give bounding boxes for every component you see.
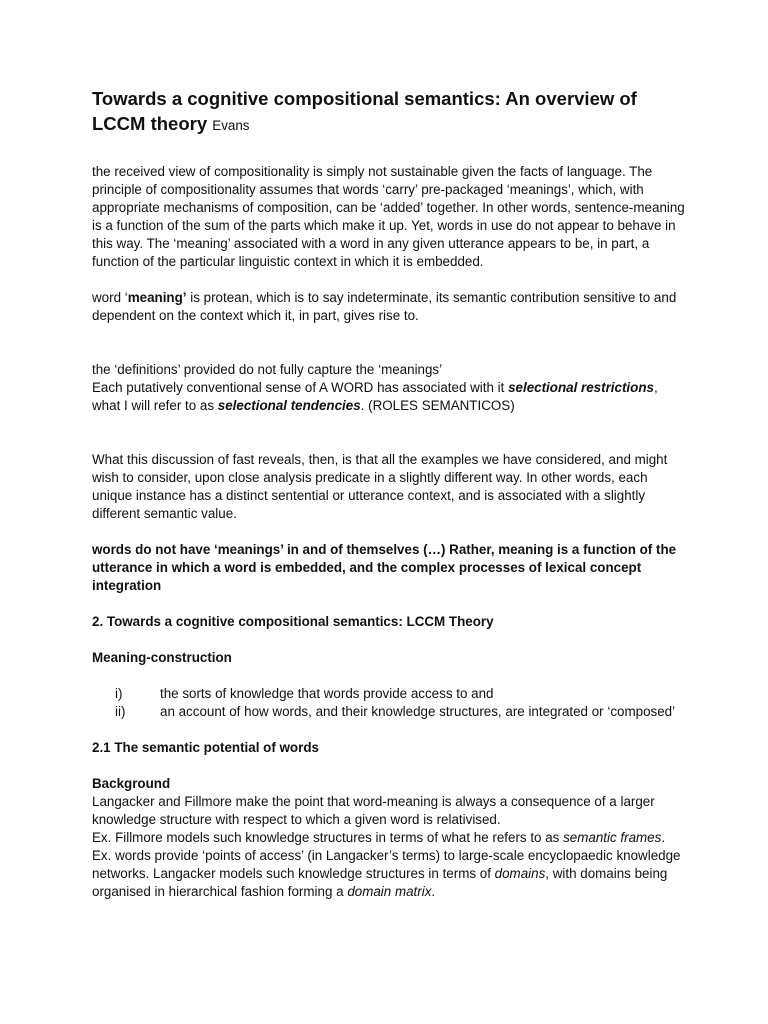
background-domain-matrix: domain matrix bbox=[347, 884, 432, 899]
p3-selectional-restrictions: selectional restrictions bbox=[508, 380, 654, 395]
list-text: the sorts of knowledge that words provide access to and bbox=[160, 686, 494, 701]
paragraph-compositionality: the received view of compositionality is simply not sustainable given the facts of language. The principle of compositionality assumes that words ‘carry’ pre-packaged ‘meanings’, which, with appropriate mechanisms of composition, can be ‘added’ together. In other words, sentence-meaning is a function of the sum of the parts which make it up. Yet, words in use do not appear to behave in this way. The ‘meaning’ associated with a word in any given utterance appears to be, in part, a function of the particular linguistic context in which it is embedded. bbox=[92, 164, 685, 269]
section-heading-2-1: 2.1 The semantic potential of words bbox=[92, 740, 319, 755]
author-name: Evans bbox=[212, 118, 250, 133]
background-line1: Langacker and Fillmore make the point that word-meaning is always a consequence of a larger knowledge structure with respect to which a given word is relativised. bbox=[92, 794, 655, 827]
paragraph-protean bbox=[92, 289, 688, 325]
paragraph-definitions bbox=[92, 361, 688, 415]
section-heading-2: 2. Towards a cognitive compositional semantics: LCCM Theory bbox=[92, 614, 494, 629]
list-text: an account of how words, and their knowledge structures, are integrated or ‘composed’ bbox=[160, 704, 676, 719]
background-ex2-a: Ex. words provide ‘points of access’ (in Langacker’s terms) to large-scale encyclopaedic knowledge networks. Langacker models such knowledge structures in terms of bbox=[92, 848, 681, 881]
paragraph-bold-meaning: words do not have ‘meanings’ in and of themselves (…) Rather, meaning is a function of the utterance in which a word is embedded, and the complex processes of lexical concept integration bbox=[92, 542, 677, 593]
document-title bbox=[92, 86, 688, 138]
list-item bbox=[92, 703, 688, 721]
heading-meaning-construction: Meaning-construction bbox=[92, 650, 232, 665]
title-text: Towards a cognitive compositional semantics: An overview of LCCM theory bbox=[92, 88, 637, 134]
list-number: ii) bbox=[115, 704, 126, 719]
p2-text-b: is protean, which is to say indeterminate, its semantic contribution sensitive to and dependent on the context which it, in part, gives rise to. bbox=[92, 290, 677, 323]
paragraph-background bbox=[92, 775, 688, 901]
p2-text-a: word ‘ bbox=[92, 290, 128, 305]
background-ex2-c: . bbox=[431, 884, 436, 899]
list-item bbox=[92, 685, 688, 703]
p3-selectional-tendencies: selectional tendencies bbox=[217, 398, 361, 413]
background-ex1-b: . bbox=[661, 830, 666, 845]
paragraph-discussion: What this discussion of fast reveals, then, is that all the examples we have considered, and might wish to consider, upon close analysis predicate in a slightly different way. In other words, each unique instance has a distinct sentential or utterance context, and is associated with a slightly different semantic value. bbox=[92, 452, 668, 521]
p3-text-a: Each putatively conventional sense of A WORD has associated with it bbox=[92, 380, 509, 395]
p3-line1: the ‘definitions’ provided do not fully capture the ‘meanings’ bbox=[92, 362, 443, 377]
background-ex1-a: Ex. Fillmore models such knowledge structures in terms of what he refers to as bbox=[92, 830, 564, 845]
meaning-construction-list bbox=[92, 685, 688, 721]
p2-bold-meaning: meaning’ bbox=[127, 290, 187, 305]
background-ex2-b: , with domains being organised in hierarchical fashion forming a bbox=[92, 866, 668, 899]
background-domains: domains bbox=[494, 866, 546, 881]
p3-text-c: . (ROLES SEMANTICOS) bbox=[360, 398, 515, 413]
list-number: i) bbox=[115, 686, 123, 701]
background-heading: Background bbox=[92, 776, 171, 791]
background-semantic-frames: semantic frames bbox=[563, 830, 662, 845]
p3-text-b: , what I will refer to as bbox=[92, 380, 658, 413]
